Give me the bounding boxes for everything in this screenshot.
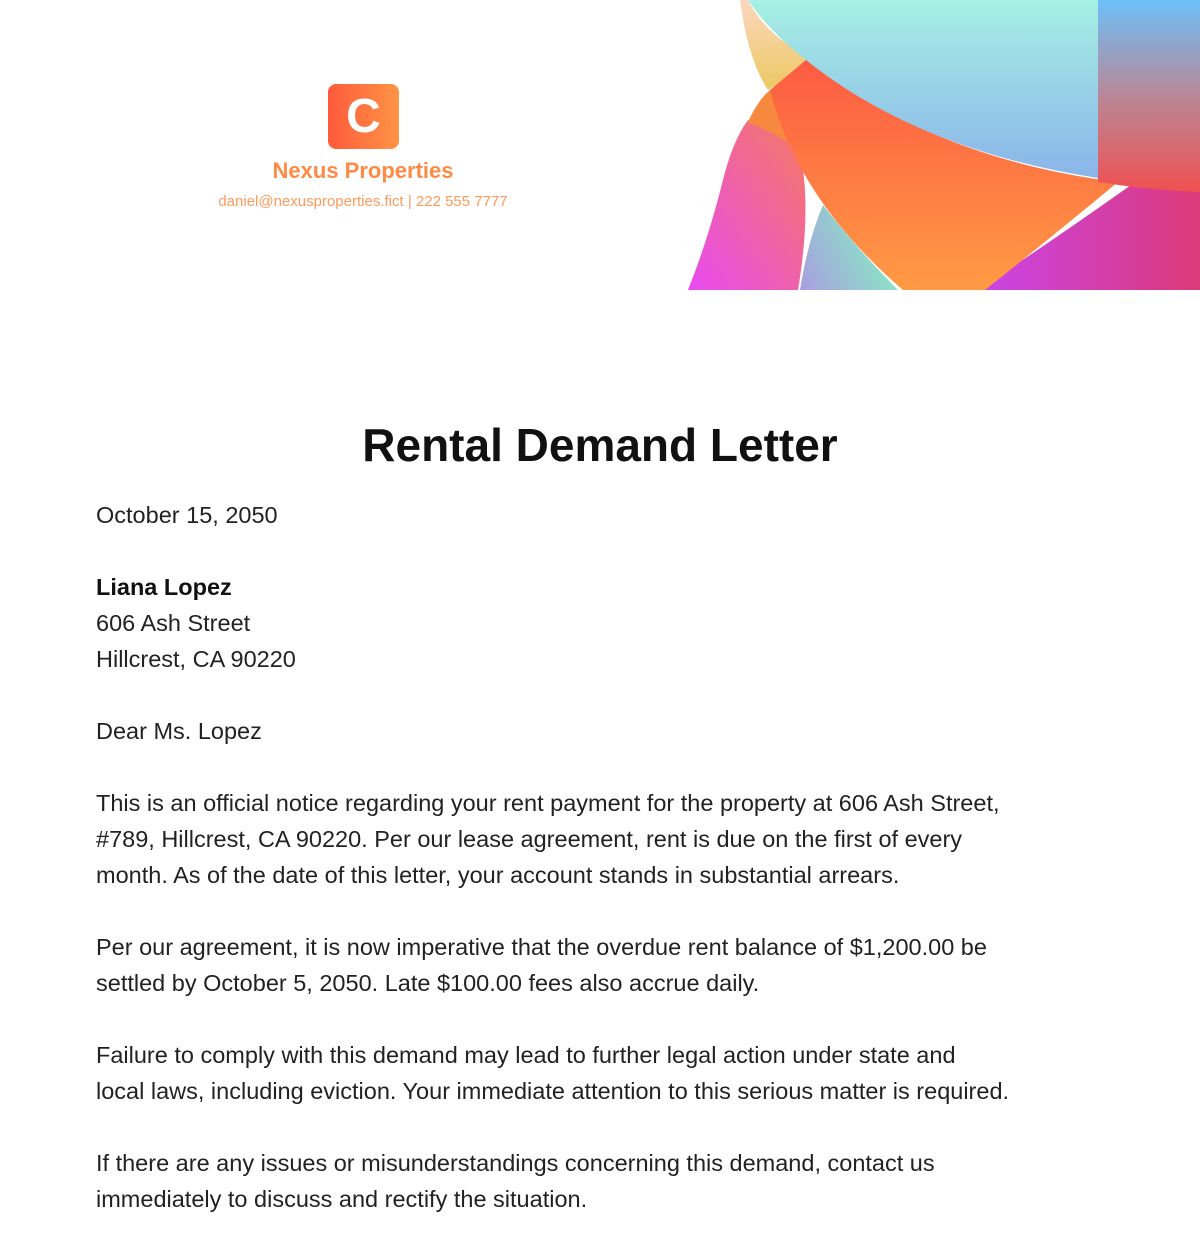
paragraph-line: #789, Hillcrest, CA 90220. Per our lease agreement, rent is due on the first of every (96, 826, 963, 852)
paragraph-line: This is an official notice regarding your rent payment for the property at 606 Ash Street, (96, 790, 1000, 816)
paragraph-line: settled by October 5, 2050. Late $100.00 fees also accrue daily. (96, 970, 760, 996)
paragraph-contact (96, 1145, 1009, 1217)
paragraph-line: Per our agreement, it is now imperative that the overdue rent balance of $1,200.00 be (96, 934, 987, 960)
recipient-name: Liana Lopez (96, 574, 232, 600)
paragraph-line: immediately to discuss and rectify the situation. (96, 1186, 588, 1212)
decorative-abstract-graphic (688, 0, 1200, 291)
salutation: Dear Ms. Lopez (96, 718, 262, 744)
paragraph-consequences (96, 1037, 1009, 1109)
paragraph-balance (96, 929, 1009, 1001)
recipient-street: 606 Ash Street (96, 610, 251, 636)
paragraph-line: month. As of the date of this letter, your account stands in substantial arrears. (96, 862, 900, 888)
company-logo: C (328, 84, 399, 149)
paragraph-notice (96, 785, 1009, 893)
company-contact: daniel@nexusproperties.fict | 222 555 7777 (218, 193, 508, 210)
paragraph-line: local laws, including eviction. Your immediate attention to this serious matter is required. (96, 1078, 1010, 1104)
letter-body (96, 497, 1009, 1253)
document-title: Rental Demand Letter (362, 419, 838, 471)
paragraph-line: If there are any issues or misunderstandings concerning this demand, contact us (96, 1150, 935, 1176)
company-name: Nexus Properties (272, 158, 454, 183)
paragraph-line: Failure to comply with this demand may lead to further legal action under state and (96, 1042, 956, 1068)
recipient-city: Hillcrest, CA 90220 (96, 646, 296, 672)
recipient-address (96, 569, 1009, 677)
letter-date: October 15, 2050 (96, 502, 278, 528)
